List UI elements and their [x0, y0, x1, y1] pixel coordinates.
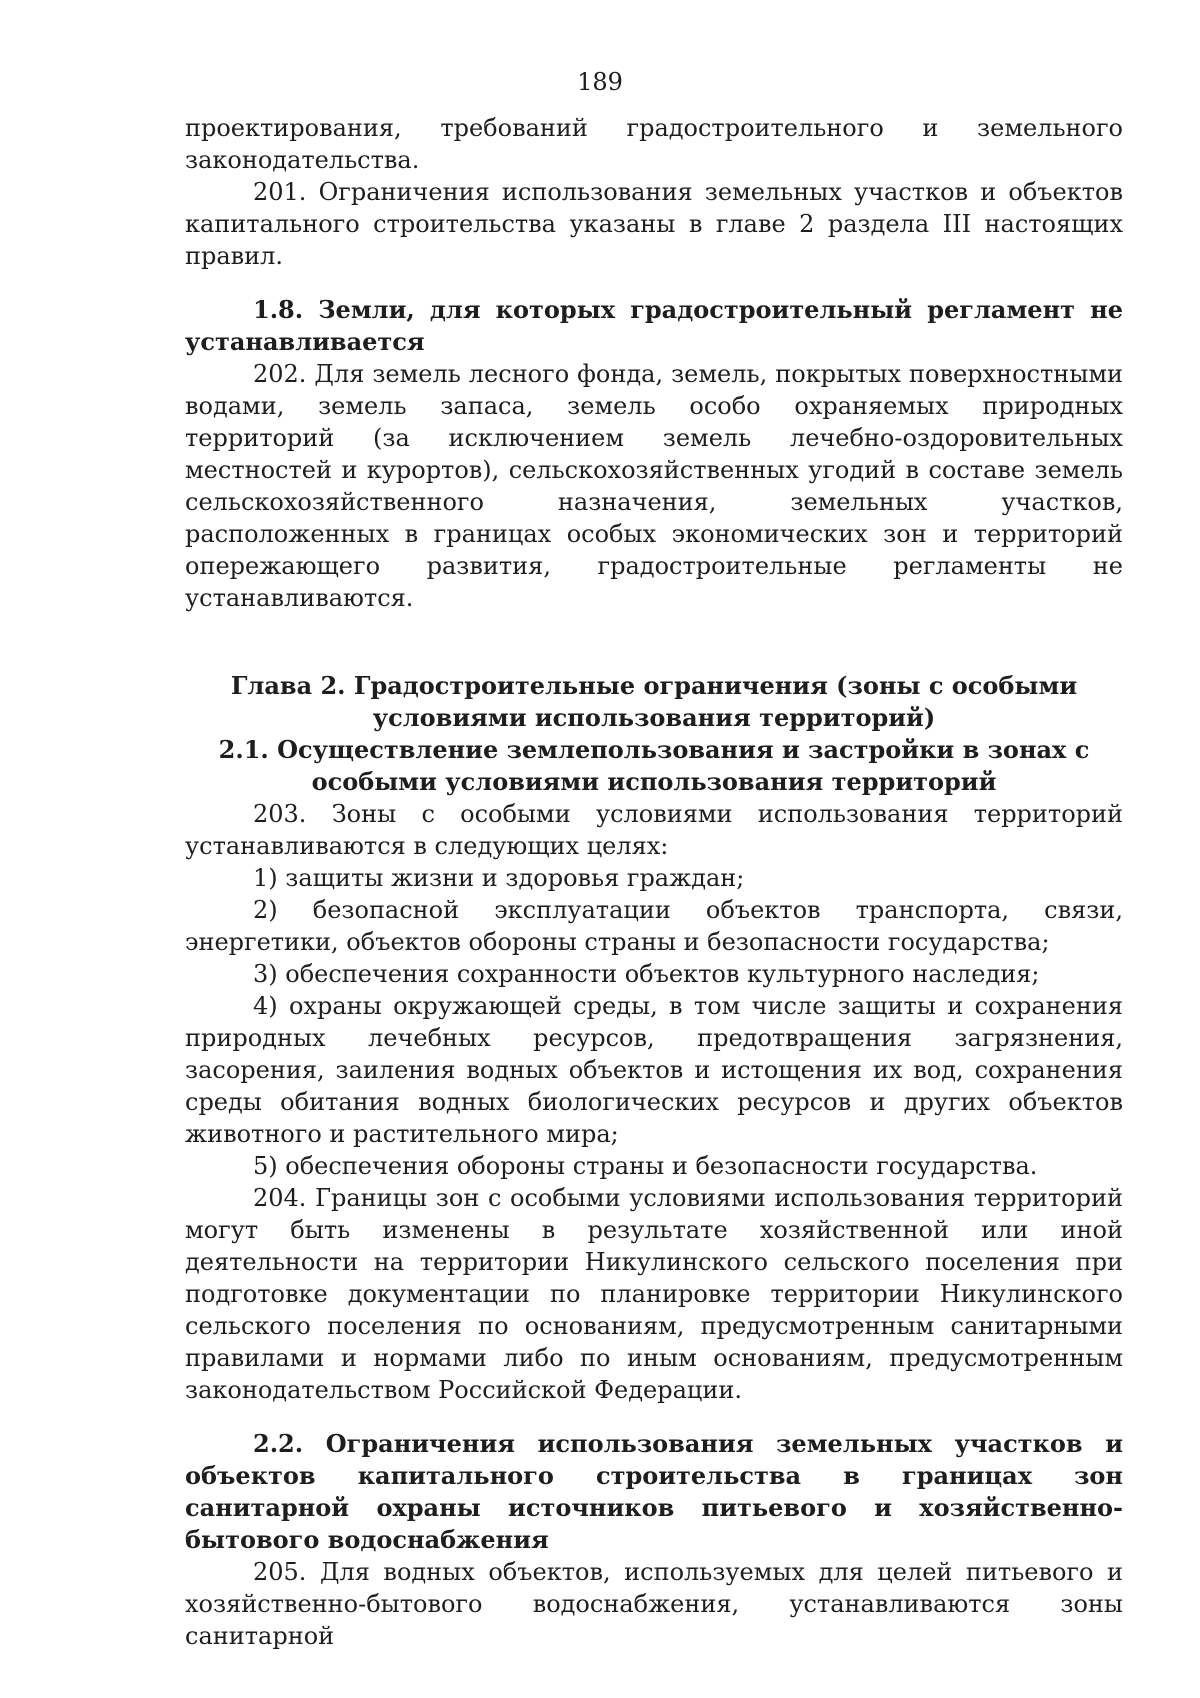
section-heading-1-8: 1.8. Земли, для которых градостроительный регламент не устанавливается — [185, 295, 1123, 356]
list-item-4: 4) охраны окружающей среды, в том числе защиты и сохранения природных лечебных ресурсов, предотвращения загрязнения, засорения, заиления водных объектов и истощения их вод, сохранения среды обитания водных биологических ресурсов и других объектов животного и растительного мира; — [185, 992, 1123, 1148]
list-item-5: 5) обеспечения обороны страны и безопасности государства. — [253, 1152, 1038, 1180]
paragraph-204: 204. Границы зон с особыми условиями использования территорий могут быть изменены в результате хозяйственной или иной деятельности на территории Никулинского сельского поселения при подготовке документации по планировке территории Никулинского сельского поселения по основаниям, предусмотренным санитарными правилами и нормами либо по иным основаниям, предусмотренным законодательством Российской Федерации. — [185, 1184, 1123, 1404]
paragraph-205: 205. Для водных объектов, используемых для целей питьевого и хозяйственно-бытового водоснабжения, устанавливаются зоны санитарной — [185, 1558, 1123, 1650]
list-item-1: 1) защиты жизни и здоровья граждан; — [253, 864, 745, 892]
page-number: 189 — [577, 68, 623, 96]
section-heading-2-2: 2.2. Ограничения использования земельных участков и объектов капитального строительства в границах зон санитарной охраны источников питьевого и хозяйственно-бытового водоснабжения — [185, 1429, 1123, 1554]
paragraph-203: 203. Зоны с особыми условиями использования территорий устанавливаются в следующих целях: — [185, 800, 1123, 860]
page-content — [185, 112, 1123, 1652]
paragraph-202: 202. Для земель лесного фонда, земель, покрытых поверхностными водами, земель запаса, земель особо охраняемых природных территорий (за исключением земель лечебно-оздоровительных местностей и курортов), сельскохозяйственных угодий в составе земель сельскохозяйственного назначения, земельных участков, расположенных в границах особых экономических зон и территорий опережающего развития, градостроительные регламенты не устанавливаются. — [185, 360, 1123, 612]
paragraph-201: 201. Ограничения использования земельных участков и объектов капитального строительства указаны в главе 2 раздела III настоящих правил. — [185, 178, 1123, 270]
list-item-3: 3) обеспечения сохранности объектов культурного наследия; — [253, 960, 1040, 988]
chapter-2-title: Глава 2. Градостроительные ограничения (зоны с особыми условиями использования территорий) — [230, 671, 1078, 732]
section-heading-2-1: 2.1. Осуществление землепользования и застройки в зонах с особыми условиями использования территорий — [218, 735, 1090, 796]
list-item-2: 2) безопасной эксплуатации объектов транспорта, связи, энергетики, объектов обороны страны и безопасности государства; — [185, 896, 1123, 956]
continued-text-end: законодательства. — [185, 146, 420, 174]
continued-text-line: проектирования, требований градостроительного и земельного — [185, 114, 1123, 142]
